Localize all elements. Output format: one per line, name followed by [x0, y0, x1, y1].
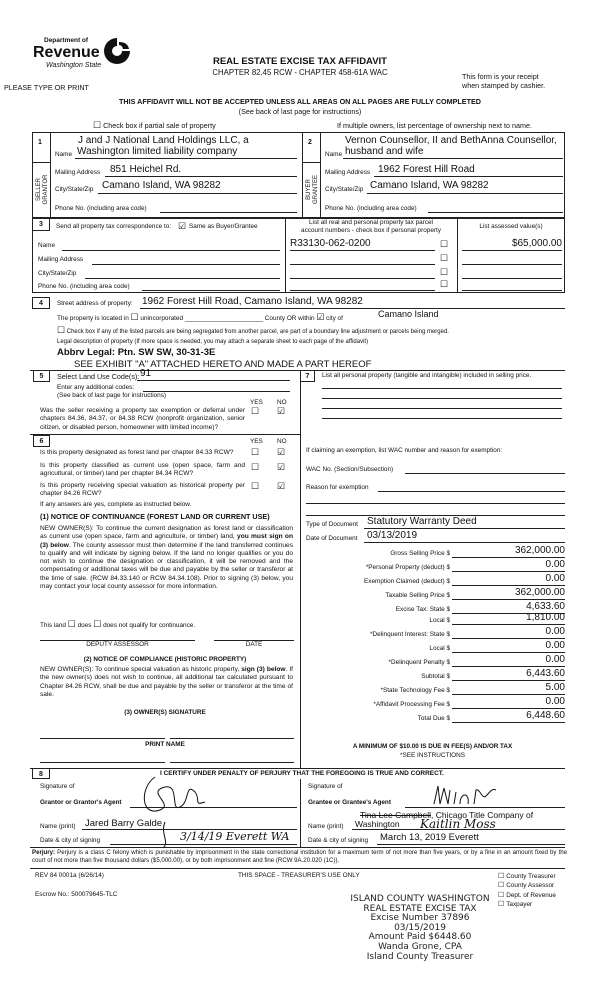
copy-checkbox[interactable]: ☐ [498, 891, 507, 899]
amount-line [452, 585, 565, 586]
amount-label: Exemption Claimed (deduct) $ [364, 578, 450, 585]
amount-value[interactable]: 0.00 [545, 626, 565, 637]
buyer-city[interactable]: Camano Island, WA 98282 [370, 180, 489, 191]
assessed-value[interactable]: $65,000.00 [511, 238, 562, 249]
s6-q1-no[interactable]: ☑ [277, 447, 286, 457]
if-yes-note: If any answers are yes, complete as instructed below. [40, 501, 192, 508]
s5-no-checkbox[interactable]: ☑ [277, 406, 286, 416]
section-2-number: 2 [308, 139, 312, 146]
personal-property-line-2[interactable] [322, 398, 562, 399]
does-not-checkbox[interactable]: ☐ [93, 619, 102, 629]
buyer-side-label: BUYER GRANTEE [306, 175, 319, 205]
s5-yes-checkbox[interactable]: ☐ [251, 406, 260, 416]
escrow-number: Escrow No.: 500079645-TLC [35, 891, 118, 898]
section-1-number: 1 [38, 139, 42, 146]
copy-county-assessor [498, 882, 554, 889]
personal-property-checkbox[interactable]: ☐ [440, 279, 449, 289]
assessed-line[interactable] [462, 290, 562, 291]
parcel-line[interactable] [290, 290, 435, 291]
s6-q1: Is this property designated as forest land per chapter 84.33 RCW? [40, 449, 234, 456]
amount-value[interactable]: 0.00 [545, 654, 565, 665]
copy-label: Dept. of Revenue [506, 891, 556, 899]
amount-label: Taxable Selling Price $ [385, 592, 450, 599]
exemption-intro: If claiming an exemption, list WAC number and reason for exemption: [306, 447, 503, 454]
deputy-label: DEPUTY ASSESSOR [86, 641, 149, 648]
s3-name-field[interactable] [62, 250, 280, 251]
personal-property-line-3[interactable] [322, 408, 562, 409]
parcel-line[interactable] [290, 250, 435, 251]
doc-type[interactable]: Statutory Warranty Deed [367, 516, 477, 527]
grantee-agent-label: Grantee or Grantee's Agent [308, 799, 391, 806]
personal-property-checkbox[interactable]: ☐ [440, 239, 449, 249]
assessed-header: List assessed value(s) [479, 223, 543, 230]
s6-q3: Is this property receiving special valuation as historical property per chapter 84.26 RCW? [40, 482, 245, 498]
amount-label: Gross Selling Price $ [390, 550, 450, 557]
segregated-note: ☐ Check box if any of the listed parcels are being segregated from another parcel, are part of a boundary line adjustment or parcels being merged. [57, 325, 449, 335]
buyer-name-label: Name [325, 151, 343, 158]
s3-phone-field[interactable] [142, 290, 280, 291]
certify-statement: I CERTIFY UNDER PENALTY OF PERJURY THAT THE FOREGOING IS TRUE AND CORRECT. [160, 770, 444, 777]
notice1-title: (1) NOTICE OF CONTINUANCE (FOREST LAND OR CURRENT USE) [40, 512, 270, 521]
multiple-owners-note: If multiple owners, list percentage of ownership next to name. [337, 121, 532, 130]
partial-sale-checkbox[interactable]: ☐ [93, 120, 102, 130]
partial-sale [93, 121, 216, 130]
additional-codes-label: Enter any additional codes: [57, 384, 135, 391]
seller-city[interactable]: Camano Island, WA 98282 [102, 180, 221, 191]
buyer-name[interactable]: husband and wife [345, 146, 424, 157]
buyer-city-label: City/State/Zip [325, 186, 364, 193]
print-name-line-1[interactable] [40, 762, 165, 763]
grantor-date[interactable]: 3/14/19 Everett WA [180, 830, 290, 843]
parcel-line[interactable] [290, 264, 435, 265]
amount-line [452, 694, 565, 695]
logo-state: Washington State [46, 62, 102, 69]
grantee-name-line2[interactable]: Washington [355, 819, 400, 829]
owner-signature-line-1[interactable] [40, 738, 165, 739]
seller-name[interactable]: Washington limited liability company [77, 146, 238, 157]
amount-value[interactable]: 6,443.60 [526, 668, 565, 679]
amount-label: Total Due $ [417, 715, 450, 722]
s5-see-back: (See back of last page for instructions) [57, 392, 167, 399]
amount-line [452, 666, 565, 667]
logo-revenue: Revenue [33, 44, 100, 61]
s6-yes-header: YES [250, 438, 263, 445]
form-title: REAL ESTATE EXCISE TAX AFFIDAVIT [212, 56, 387, 67]
seller-name-label: Name [55, 151, 73, 158]
segregated-checkbox[interactable]: ☐ [57, 325, 66, 335]
amount-value[interactable]: 0.00 [545, 573, 565, 584]
grantee-date[interactable]: March 13, 2019 Everett [380, 832, 479, 843]
seller-mailing[interactable]: 851 Heichel Rd. [110, 164, 182, 175]
grantee-name-line1[interactable]: Tina Lee Campbell, Chicago Title Company of [360, 810, 534, 820]
owner-signature-line-2[interactable] [170, 738, 294, 739]
see-instructions: *SEE INSTRUCTIONS [400, 752, 465, 759]
stamp-line: Excise Number 37896 [370, 913, 470, 924]
reason-field[interactable] [378, 491, 565, 492]
form-chapter: CHAPTER 82.45 RCW - CHAPTER 458-61A WAC [212, 68, 388, 77]
s6-q2-no[interactable]: ☑ [277, 462, 286, 472]
amount-line [452, 638, 565, 639]
date-label: DATE [245, 641, 263, 648]
amount-line [452, 722, 565, 723]
partial-sale-label: Check box if partial sale of property [103, 121, 216, 130]
rev-number: REV 84 0001a (6/26/14) [35, 872, 104, 879]
personal-property-label: List all personal property (tangible and intangible) included in selling price. [322, 372, 532, 379]
print-name-line-2[interactable] [170, 762, 294, 763]
city-name[interactable]: Camano Island [378, 309, 439, 319]
s3-mailing-label: Mailing Address [38, 256, 84, 263]
amount-label: Subtotal $ [421, 673, 450, 680]
seller-name-line1[interactable]: J and J National Land Holdings LLC, a [78, 135, 249, 146]
copy-label: County Assessor [506, 882, 555, 890]
see-back: (See back of last page for instructions) [238, 107, 362, 116]
section-6-number: 6 [33, 435, 50, 447]
receipt-note-1: This form is your receipt [462, 72, 539, 81]
abbrv-legal[interactable]: Abbrv Legal: Ptn. SW SW, 30-31-3E [57, 347, 216, 358]
personal-property-checkbox[interactable]: ☐ [440, 253, 449, 263]
amount-label: Local $ [429, 645, 450, 652]
grantor-name-label: Name (print) [40, 823, 76, 830]
grantee-handwritten-name: Kaitlin Moss [420, 817, 496, 831]
owner-signature-title: (3) OWNER(S) SIGNATURE [124, 709, 206, 716]
amount-label: *Affidavit Processing Fee $ [373, 701, 450, 708]
amount-label: *Personal Property (deduct) $ [365, 564, 450, 571]
s6-no-header: NO [277, 438, 287, 445]
parcel-header-2: account numbers - check box if personal property [301, 227, 441, 234]
amount-line [452, 599, 565, 600]
assessed-line[interactable] [462, 250, 562, 251]
s6-q3-no[interactable]: ☑ [277, 481, 286, 491]
s3-city-field[interactable] [85, 278, 280, 279]
s5-yes-header: YES [250, 399, 263, 406]
s5-question: Was the seller receiving a property tax exemption or deferral under chapters 84.36, 84.37, or 84.38 RCW (nonprofit organization, senior citizen, or disabled person, homeowner with limited income)? [40, 407, 245, 431]
print-name-label: PRINT NAME [145, 741, 185, 748]
parcel-header-1: List all real and personal property tax parcel [309, 219, 433, 226]
treasurer-only: THIS SPACE - TREASURER'S USE ONLY [238, 872, 360, 879]
stamp-line: Amount Paid $6448.60 [368, 932, 472, 943]
amount-label: Local $ [429, 617, 450, 624]
warning: THIS AFFIDAVIT WILL NOT BE ACCEPTED UNLESS ALL AREAS ON ALL PAGES ARE FULLY COMPLETED [119, 97, 481, 106]
wac-label: WAC No. (Section/Subsection) [306, 466, 394, 473]
copy-label: County Treasurer [506, 873, 556, 880]
personal-property-line-1[interactable] [322, 388, 562, 389]
grantee-name-label: Name (print) [308, 823, 344, 830]
doc-date[interactable]: 03/13/2019 [367, 530, 418, 541]
stamp-line: ISLAND COUNTY WASHINGTON [350, 894, 490, 904]
section-4-number: 4 [32, 297, 50, 309]
amount-line [452, 708, 565, 709]
amount-label: Excise Tax: State $ [395, 606, 450, 613]
seller-phone-field[interactable] [160, 212, 297, 213]
personal-property-line-4[interactable] [322, 418, 562, 419]
receipt-note-2: when stamped by cashier. [462, 81, 546, 90]
amount-label: *State Technology Fee $ [380, 687, 450, 694]
assessed-line[interactable] [462, 278, 562, 279]
amount-value[interactable]: 1,810.00 [526, 612, 565, 623]
amount-value[interactable]: 0.00 [545, 640, 565, 651]
street-label: Street address of property: [57, 300, 133, 307]
wac-field[interactable] [405, 473, 565, 474]
perjury-note: Perjury: Perjury is a class C felony which is punishable by imprisonment in the state correctional institution for a maximum term of not more than five years, or by a fine in an amount fixed by the court of not more than five thousand dollars ($5,000.00), or by both imprisonment and fine (RCW 9A.20.020 (1C)). [32, 849, 567, 864]
section-5-number: 5 [33, 370, 50, 382]
amount-value[interactable]: 4,633.60 [526, 601, 565, 612]
amount-line [452, 652, 565, 653]
copy-checkbox[interactable]: ☐ [498, 873, 507, 880]
s6-q3-yes[interactable]: ☐ [251, 481, 260, 491]
doc-type-label: Type of Document [306, 521, 358, 528]
buyer-mailing[interactable]: 1962 Forest Hill Road [378, 164, 475, 175]
parcel-line[interactable] [290, 278, 435, 279]
does-checkbox[interactable]: ☐ [67, 619, 76, 629]
s6-q2-yes[interactable]: ☐ [251, 462, 260, 472]
s6-q2: Is this property classified as current use (open space, farm and agricultural, or timber) land per chapter 84.34 RCW? [40, 462, 245, 478]
land-use-code[interactable]: 91 [140, 368, 152, 379]
notice2-title: (2) NOTICE OF COMPLIANCE (HISTORIC PROPERTY) [83, 656, 247, 663]
amount-label: *Delinquent Interest: State $ [370, 631, 450, 638]
s3-mailing-field[interactable] [92, 264, 280, 265]
buyer-phone-label: Phone No. (including area code) [325, 205, 417, 212]
s3-phone-label: Phone No. (including area code) [38, 283, 130, 290]
grantee-signature-of: Signature of [308, 783, 343, 790]
legal-label: Legal description of property (If more space is needed, you may attach a separate sheet to each page of the affidavit) [57, 339, 369, 345]
land-use-label: Select Land Use Code(s): [57, 372, 140, 381]
assessed-line[interactable] [462, 264, 562, 265]
amount-line [452, 680, 565, 681]
stamp-line: Island County Treasurer [366, 951, 474, 962]
continuance-line: This land ☐ does ☐ does not qualify for continuance. [40, 619, 196, 629]
logo-dept: Department of [44, 37, 89, 44]
section-3-number: 3 [32, 218, 50, 231]
grantee-date-label: Date & city of signing [308, 837, 369, 844]
grantee-signature [430, 782, 500, 808]
city-checkbox[interactable]: ☑ [316, 312, 325, 322]
amount-line [452, 557, 565, 558]
seller-phone-label: Phone No. (including area code) [55, 205, 147, 212]
grantor-agent-label: Grantor or Grantor's Agent [40, 799, 122, 806]
same-as-buyer-checkbox[interactable]: ☑ [178, 221, 187, 231]
stamp-line: REAL ESTATE EXCISE TAX [363, 903, 477, 914]
section-7-number: 7 [300, 370, 315, 382]
copy-checkbox[interactable]: ☐ [498, 882, 507, 890]
stamp-line: 03/15/2019 [394, 922, 446, 933]
s5-no-header: NO [277, 399, 287, 406]
amount-value[interactable]: 362,000.00 [514, 545, 565, 556]
amount-value[interactable]: 0.00 [545, 559, 565, 570]
buyer-mailing-label: Mailing Address [325, 169, 371, 176]
copy-checkbox[interactable]: ☐ [498, 900, 507, 908]
amount-value[interactable]: 0.00 [545, 696, 565, 707]
section-8-number: 8 [32, 768, 50, 779]
stamp-line: Wanda Grone, CPA [378, 941, 462, 952]
amount-label: *Delinquent Penalty $ [388, 659, 450, 666]
treasurer-stamp [330, 895, 510, 962]
please-type: PLEASE TYPE OR PRINT [4, 83, 89, 92]
amount-line [452, 624, 565, 625]
s6-q1-yes[interactable]: ☐ [251, 447, 260, 457]
notice2-text: NEW OWNER(S): To continue special valuation as historic property, sign (3) below. If the new owner(s) does not wish to continue, all additional tax calculated pursuant to Chapter 84.26 RCW, shall be due and payable by the seller or transferor at the time of sale. [40, 666, 293, 698]
s3-city-label: City/State/Zip [38, 270, 77, 277]
unincorporated-checkbox[interactable]: ☐ [130, 312, 139, 322]
seller-mailing-label: Mailing Address [55, 169, 101, 176]
s3-name-label: Name [38, 242, 56, 249]
exhibit-note[interactable]: SEE EXHIBIT "A" ATTACHED HERETO AND MADE A PART HEREOF [74, 359, 372, 370]
copy-county-treasurer [498, 873, 556, 880]
seller-city-label: City/State/Zip [55, 186, 94, 193]
grantor-name[interactable]: Jared Barry Galde [85, 818, 163, 829]
buyer-phone-field[interactable] [428, 212, 563, 213]
amount-value[interactable]: 5.00 [545, 682, 565, 693]
seller-side-label: SELLER GRANTOR [36, 174, 49, 205]
same-as-buyer-label: Same as Buyer/Grantee [189, 223, 258, 230]
located-label: The property is located in ☐ unincorporated ______________________ County OR within ☑ city of [57, 312, 343, 322]
doc-date-label: Date of Document [306, 535, 358, 542]
grantor-signature-of: Signature of [40, 783, 75, 790]
reason-label: Reason for exemption [306, 484, 369, 491]
personal-property-checkbox[interactable]: ☐ [440, 267, 449, 277]
minimum-note: A MINIMUM OF $10.00 IS DUE IN FEE(S) AND/OR TAX [352, 743, 513, 750]
street-address[interactable]: 1962 Forest Hill Road, Camano Island, WA 98282 [142, 296, 363, 307]
copy-label: Taxpayer [506, 900, 533, 908]
grantor-date-label: Date & city of signing [40, 837, 101, 844]
parcel-number[interactable]: R33130-062-0200 [290, 238, 371, 249]
amount-value[interactable]: 6,448.60 [526, 710, 565, 721]
amount-value[interactable]: 362,000.00 [514, 587, 565, 598]
buyer-name-line1[interactable]: Vernon Counsellor, II and BethAnna Counsellor, [345, 135, 557, 146]
notice1-text: NEW OWNER(S): To continue the current designation as forest land or classification as current use (open space, farm and agriculture, or timber) land, you must sign on (3) below. The county assessor must then determine if the land transferred continues to qualify and will indicate by signing below. If the land no longer qualifies or you do not wish to continue the designation or classification, it will be removed and the compensating or additional taxes will be due and payable by the seller or transferor at the time of sale. (RCW 84.33.140 or RCW 84.34.108). Prior to signing (3) below, you may contact your local county assessor for more information. [40, 525, 293, 591]
amount-line [452, 571, 565, 572]
send-to-label: Send all property tax correspondence to: [56, 223, 172, 230]
